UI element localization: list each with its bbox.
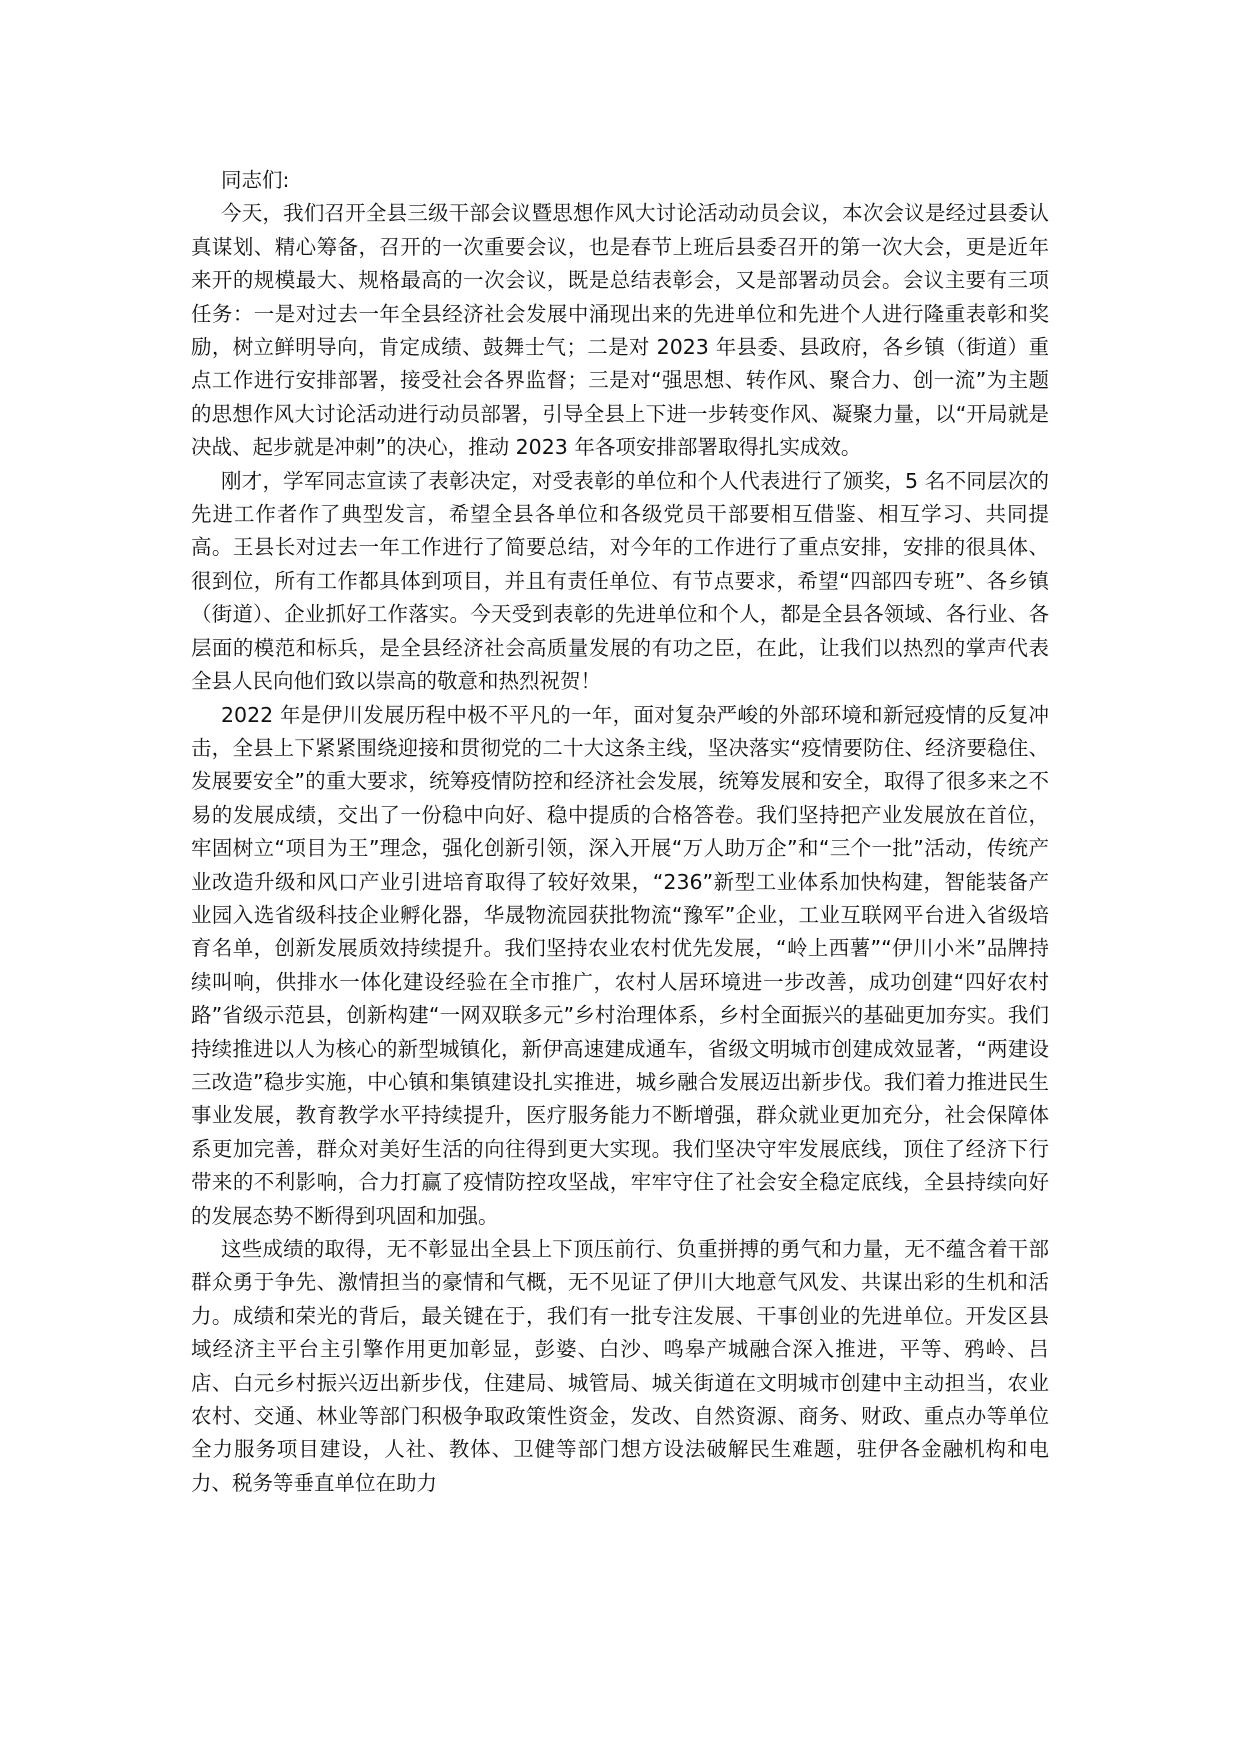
paragraph-1: 今天，我们召开全县三级干部会议暨思想作风大讨论活动动员会议，本次会议是经过县委认真谋划、精心筹备，召开的一次重要会议，也是春节上班后县委召开的第一次大会，更是近年来开的规模最大、规格最高的一次会议，既是总结表彰会，又是部署动员会。会议主要有三项任务：一是对过去一年全县经济社会发展中涌现出来的先进单位和先进个人进行隆重表彰和奖励，树立鲜明导向，肯定成绩、鼓舞士气；二是对 2023 年县委、县政府，各乡镇（街道）重点工作进行安排部署，接受社会各界监督；三是对“强思想、转作风、聚合力、创一流”为主题的思想作风大讨论活动进行动员部署，引导全县上下进一步转变作风、凝聚力量，以“开局就是决战、起步就是冲刺”的决心，推动 2023 年各项安排部署取得扎实成效。	[191, 201, 1049, 460]
paragraph-4: 这些成绩的取得，无不彰显出全县上下顶压前行、负重拼搏的勇气和力量，无不蕴含着干部群众勇于争先、激情担当的豪情和气概，无不见证了伊川大地意气风发、共谋出彩的生机和活力。成绩和荣光的背后，最关键在于，我们有一批专注发展、干事创业的先进单位。开发区县域经济主平台主引擎作用更加彰显，彭婆、白沙、鸣皋产城融合深入推进，平等、鸦岭、吕店、白元乡村振兴迈出新步伐，住建局、城管局、城关街道在文明城市创建中主动担当，农业农村、交通、林业等部门积极争取政策性资金，发改、自然资源、商务、财政、重点办等单位全力服务项目建设，人社、教体、卫健等部门想方设法破解民生难题，驻伊各金融机构和电力、税务等垂直单位在助力	[191, 1237, 1049, 1495]
salutation: 同志们:	[221, 168, 290, 192]
paragraph-3: 2022 年是伊川发展历程中极不平凡的一年，面对复杂严峻的外部环境和新冠疫情的反复冲击，全县上下紧紧围绕迎接和贯彻党的二十大这条主线，坚决落实“疫情要防住、经济要稳住、发展要安全”的重大要求，统筹疫情防控和经济社会发展，统筹发展和安全，取得了很多来之不易的发展成绩，交出了一份稳中向好、稳中提质的合格答卷。我们坚持把产业发展放在首位，牢固树立“项目为王”理念，强化创新引领，深入开展“万人助万企”和“三个一批”活动，传统产业改造升级和风口产业引进培育取得了较好效果，“236”新型工业体系加快构建，智能装备产业园入选省级科技企业孵化器，华晟物流园获批物流“豫军”企业，工业互联网平台进入省级培育名单，创新发展质效持续提升。我们坚持农业农村优先发展，“岭上西薯”“伊川小米”品牌持续叫响，供排水一体化建设经验在全市推广，农村人居环境进一步改善，成功创建“四好农村路”省级示范县，创新构建“一网双联多元”乡村治理体系，乡村全面振兴的基础更加夯实。我们持续推进以人为核心的新型城镇化，新伊高速建成通车，省级文明城市创建成效显著，“两建设三改造”稳步实施，中心镇和集镇建设扎实推进，城乡融合发展迈出新步伐。我们着力推进民生事业发展，教育教学水平持续提升，医疗服务能力不断增强，群众就业更加充分，社会保障体系更加完善，群众对美好生活的向往得到更大实现。我们坚决守牢发展底线，顶住了经济下行带来的不利影响，合力打赢了疫情防控攻坚战，牢牢守住了社会安全稳定底线，全县持续向好的发展态势不断得到巩固和加强。	[191, 702, 1049, 1228]
paragraph-2: 刚才，学军同志宣读了表彰决定，对受表彰的单位和个人代表进行了颁奖，5 名不同层次的先进工作者作了典型发言，希望全县各单位和各级党员干部要相互借鉴、相互学习、共同提高。王县长对过去一年工作进行了简要总结，对今年的工作进行了重点安排，安排的很具体、很到位，所有工作都具体到项目，并且有责任单位、有节点要求，希望“四部四专班”、各乡镇（街道）、企业抓好工作落实。今天受到表彰的先进单位和个人，都是全县各领域、各行业、各层面的模范和标兵，是全县经济社会高质量发展的有功之臣，在此，让我们以热烈的掌声代表全县人民向他们致以崇高的敬意和热烈祝贺！	[191, 468, 1049, 694]
document-page	[191, 164, 1049, 1500]
